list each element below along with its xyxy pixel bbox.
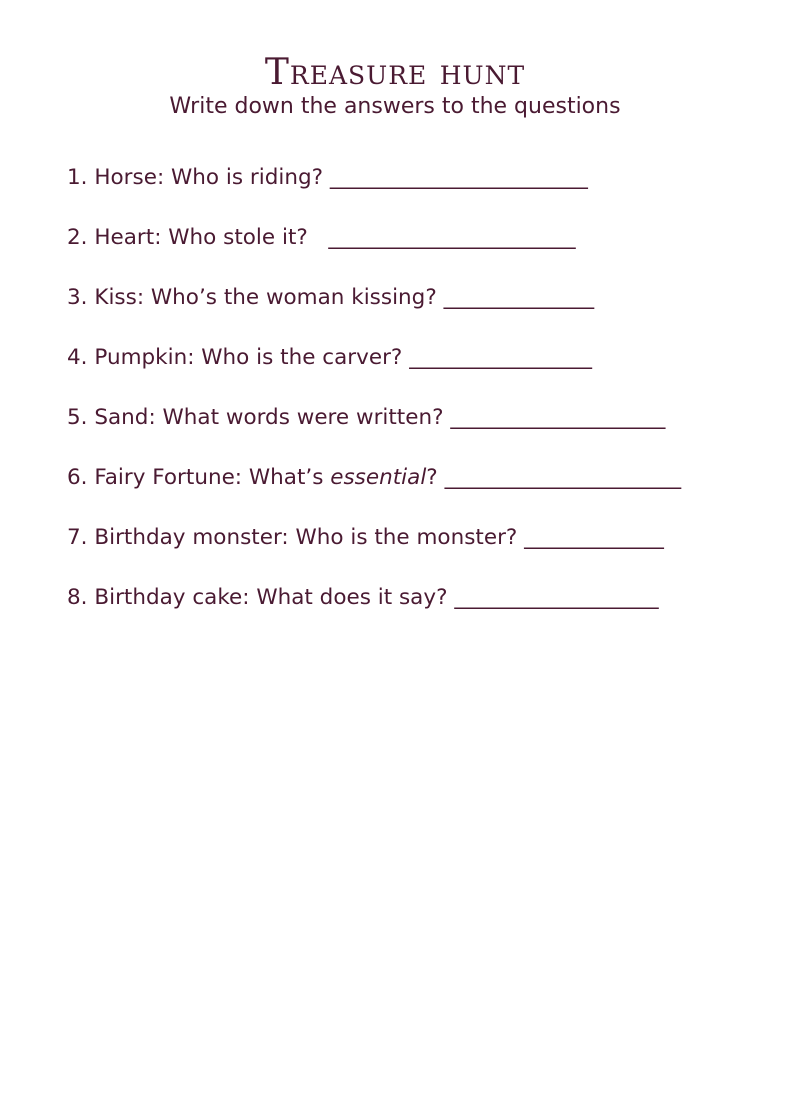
answer-blank: ___________________ xyxy=(454,585,659,610)
question-number: 8. xyxy=(67,585,88,610)
answer-blank: _______________________ xyxy=(328,225,576,250)
question-number: 7. xyxy=(67,525,88,550)
question-3 xyxy=(67,282,767,314)
question-text: Birthday cake: What does it say? xyxy=(94,585,448,610)
answer-blank: _____________ xyxy=(524,525,664,550)
question-number: 4. xyxy=(67,345,88,370)
question-list xyxy=(67,162,767,642)
question-text: Sand: What words were written? xyxy=(94,405,444,430)
question-6 xyxy=(67,462,767,494)
question-text: Heart: Who stole it? xyxy=(94,225,308,250)
question-number: 2. xyxy=(67,225,88,250)
question-number: 3. xyxy=(67,285,88,310)
question-2 xyxy=(67,222,767,254)
question-1 xyxy=(67,162,767,194)
question-5 xyxy=(67,402,767,434)
answer-blank: ______________________ xyxy=(444,465,682,490)
answer-blank: _________________ xyxy=(409,345,592,370)
question-emphasis: essential xyxy=(330,465,427,490)
question-text: Horse: Who is riding? xyxy=(94,165,324,190)
page-subtitle: Write down the answers to the questions xyxy=(169,94,621,119)
question-text: Birthday monster: Who is the monster? xyxy=(94,525,518,550)
worksheet-header xyxy=(0,52,790,121)
question-number: 6. xyxy=(67,465,88,490)
question-4 xyxy=(67,342,767,374)
question-text-before: Fairy Fortune: What’s xyxy=(94,465,331,490)
question-text: Kiss: Who’s the woman kissing? xyxy=(94,285,437,310)
question-8 xyxy=(67,582,767,614)
answer-blank: ________________________ xyxy=(329,165,588,190)
question-text xyxy=(94,465,437,490)
question-number: 1. xyxy=(67,165,88,190)
page-title: Treasure hunt xyxy=(264,52,526,93)
question-7 xyxy=(67,522,767,554)
answer-blank: ______________ xyxy=(443,285,595,310)
question-number: 5. xyxy=(67,405,88,430)
answer-blank: ____________________ xyxy=(450,405,666,430)
question-text-after: ? xyxy=(426,465,438,490)
question-text: Pumpkin: Who is the carver? xyxy=(94,345,403,370)
